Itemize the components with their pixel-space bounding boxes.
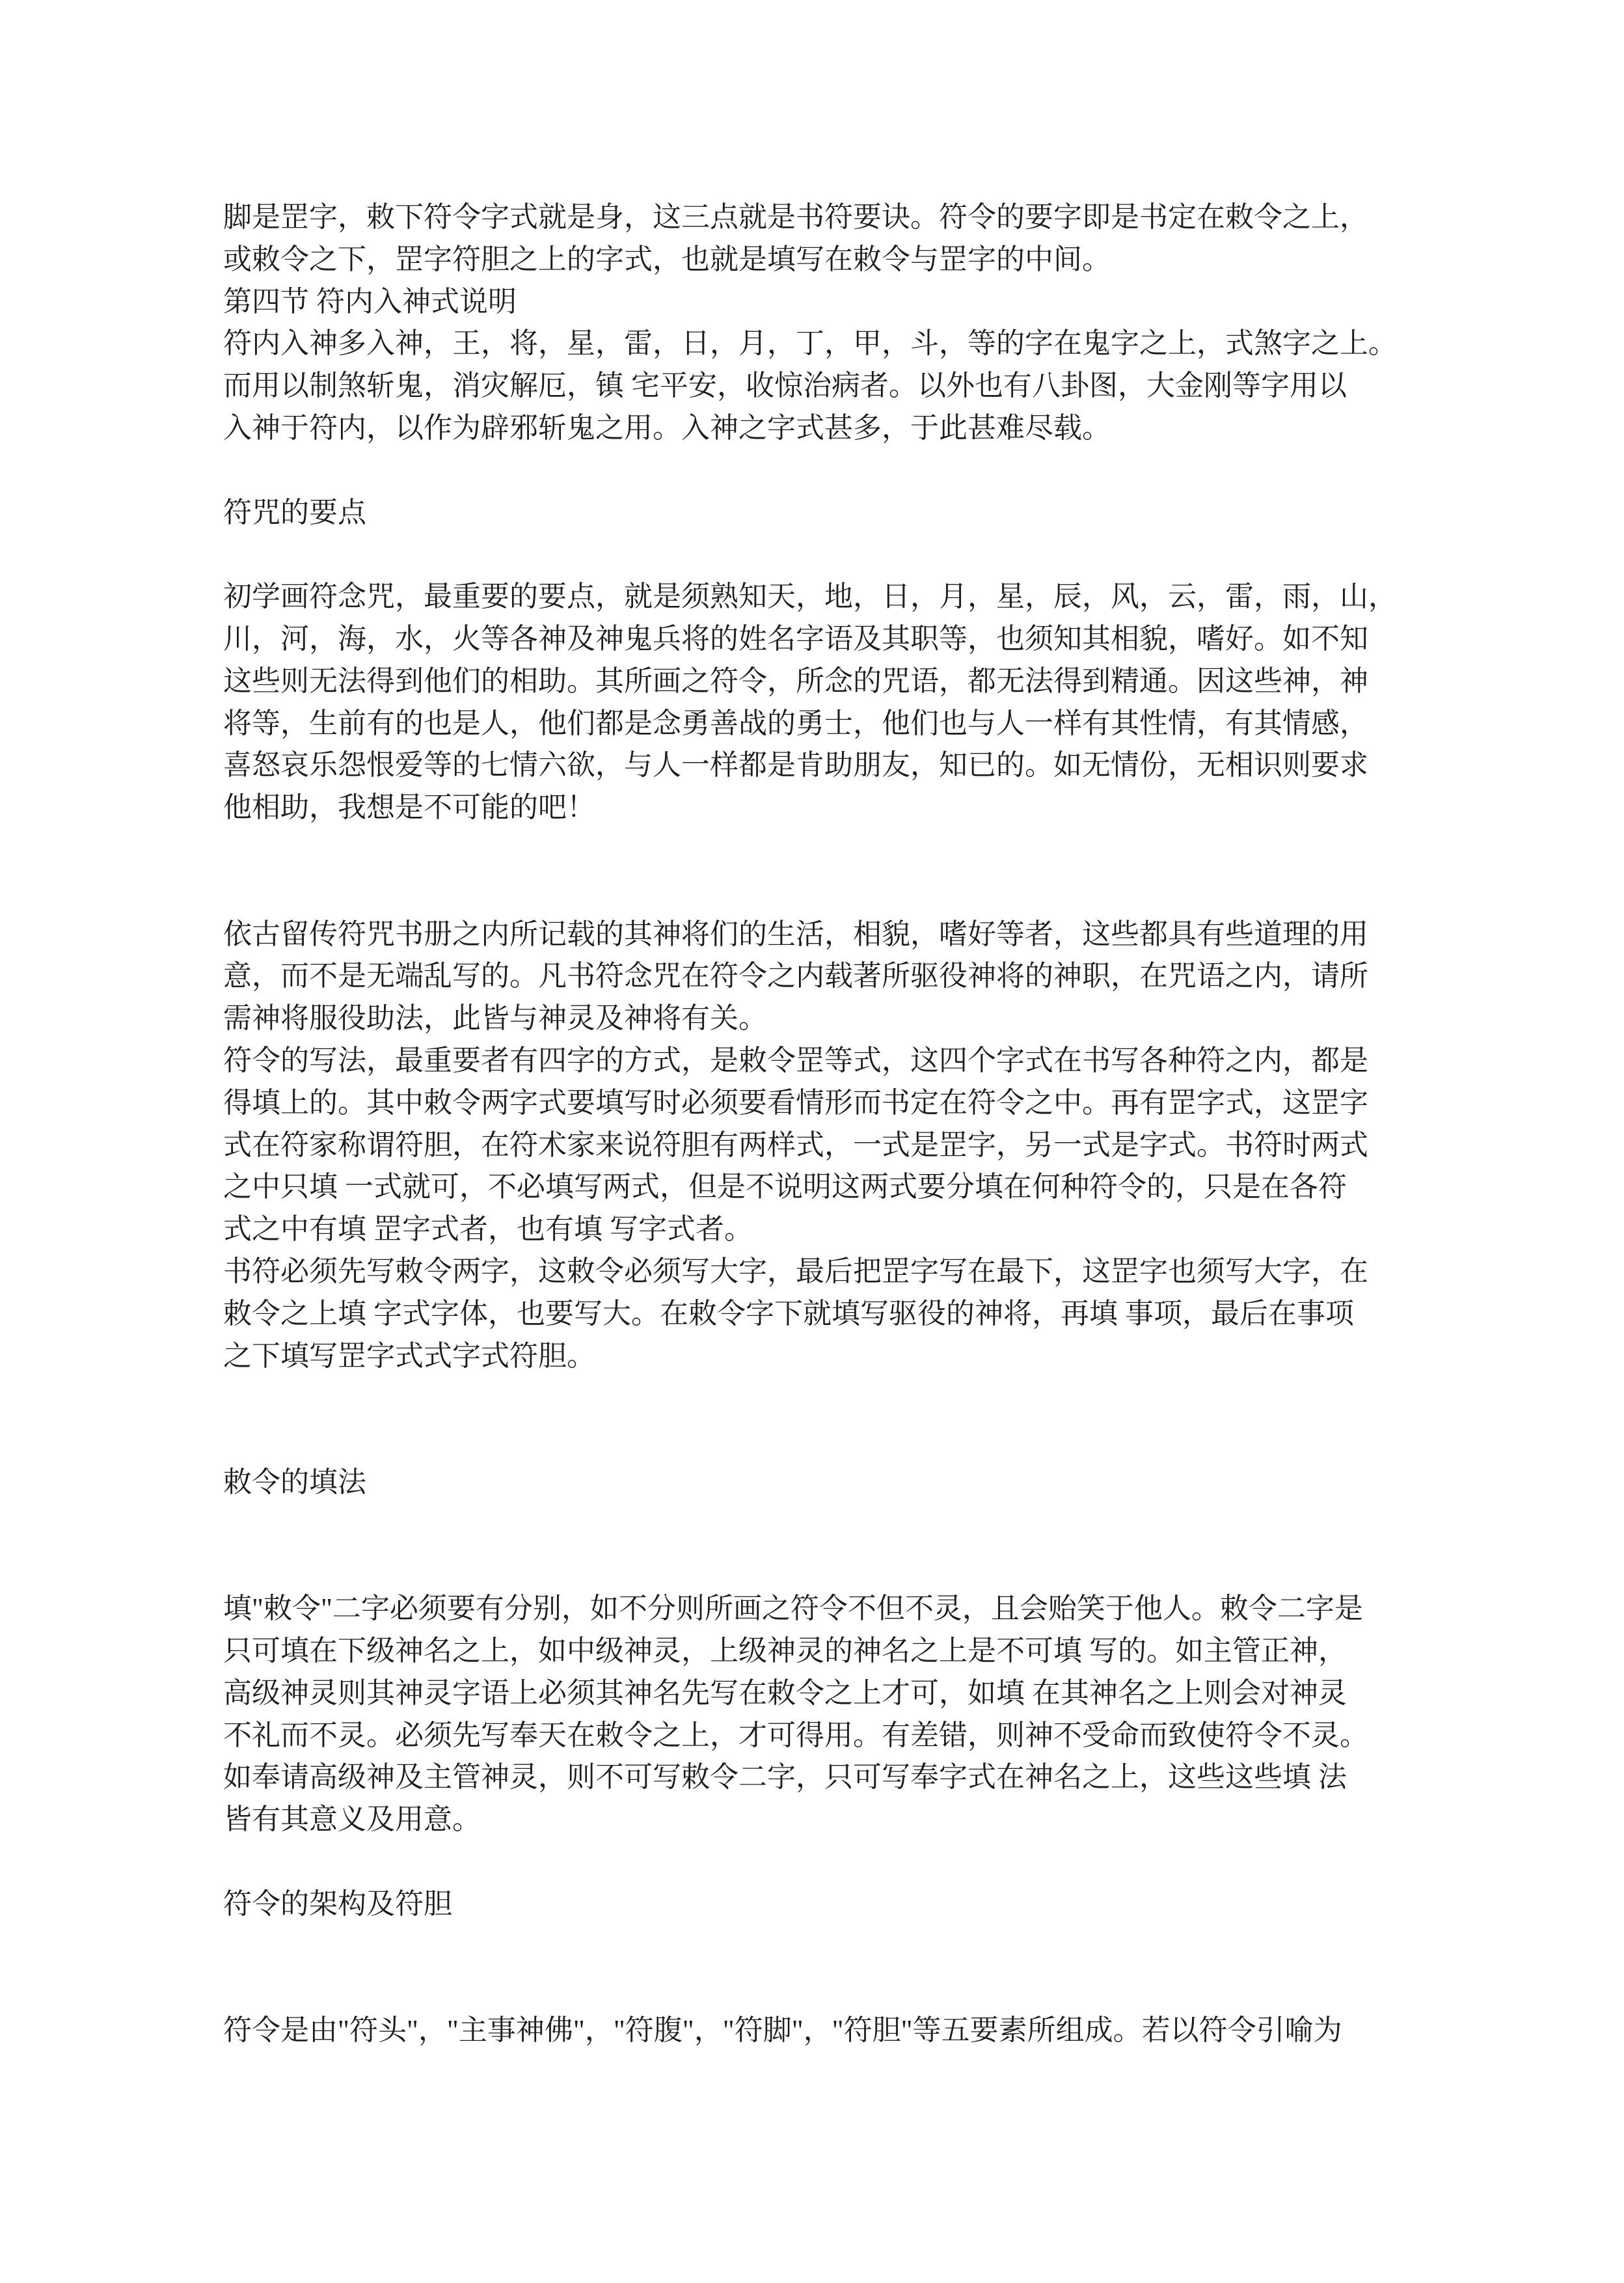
blank-line: [223, 1546, 1433, 1589]
text-line: 符内入神多入神，王，将，星，雷，日，月，丁，甲，斗，等的字在鬼字之上，式煞字之上。: [223, 327, 1397, 360]
text-line: 符咒的要点: [223, 496, 366, 528]
text-line: 符令的写法，最重要者有四字的方式，是敕令罡等式，这四个字式在书写各种符之内，都是: [223, 1044, 1368, 1076]
text-line: 书符必须先写敕令两字，这敕令必须写大字，最后把罡字写在最下，这罡字也须写大字，在: [223, 1255, 1368, 1287]
text-line: 如奉请高级神及主管神灵，则不可写敕令二字，只可写奉字式在神名之上，这些这些填 法: [223, 1761, 1347, 1794]
blank-line: [223, 1504, 1433, 1546]
blank-line: [223, 1841, 1433, 1883]
text-line: 将等，生前有的也是人，他们都是念勇善战的勇士，他们也与人一样有其性情，有其情感，: [223, 707, 1368, 739]
blank-line: [223, 1926, 1433, 1968]
blank-line: [223, 871, 1433, 914]
text-line: 敕令的填法: [223, 1466, 366, 1498]
text-line: 意，而不是无端乱写的。凡书符念咒在符令之内载著所驱役神将的神职，在咒语之内，请所: [223, 960, 1368, 992]
text-line: 他相助，我想是不可能的吧！: [223, 791, 595, 824]
blank-line: [223, 829, 1433, 871]
blank-line: [223, 1967, 1433, 2010]
text-line: 需神将服役助法，此皆与神灵及神将有关。: [223, 1002, 767, 1035]
text-line: 脚是罡字，敕下符令字式就是身，这三点就是书符要诀。符令的要字即是书定在敕令之上，: [223, 201, 1368, 233]
blank-line: [223, 1377, 1433, 1419]
text-line: 而用以制煞斩鬼，消灾解厄，镇 宅平安，收惊治病者。以外也有八卦图，大金刚等字用以: [223, 370, 1347, 402]
text-line: 喜怒哀乐怨恨爱等的七情六欲，与人一样都是肯助朋友，知已的。如无情份，无相识则要求: [223, 749, 1368, 782]
text-line: 或敕令之下，罡字符胆之上的字式，也就是填写在敕令与罡字的中间。: [223, 243, 1111, 275]
text-line: 之中只填 一式就可，不必填写两式，但是不说明这两式要分填在何种符令的，只是在各符: [223, 1171, 1347, 1203]
text-line: 式之中有填 罡字式者，也有填 写字式者。: [223, 1213, 753, 1246]
document-text: [223, 197, 1433, 2052]
text-line: 填"敕令"二字必须要有分别，如不分则所画之符令不但不灵，且会贻笑于他人。敕令二字是: [223, 1593, 1363, 1625]
blank-line: [223, 534, 1433, 576]
text-line: 川，河，海，水，火等各神及神鬼兵将的姓名字语及其职等，也须知其相貌，嗜好。如不知: [223, 622, 1368, 655]
text-line: 敕令之上填 字式字体，也要写大。在敕令字下就填写驱役的神将，再填 事项，最后在事项: [223, 1297, 1354, 1330]
text-line: 之下填写罡字式式字式符胆。: [223, 1339, 595, 1372]
text-line: 依古留传符咒书册之内所记载的其神将们的生活，相貌，嗜好等者，这些都具有些道理的用: [223, 918, 1368, 950]
blank-line: [223, 1419, 1433, 1462]
text-line: 只可填在下级神名之上，如中级神灵，上级神灵的神名之上是不可填 写的。如主管正神，: [223, 1635, 1347, 1667]
text-line: 入神于符内，以作为辟邪斩鬼之用。入神之字式甚多，于此甚难尽载。: [223, 411, 1111, 444]
text-line: 不礼而不灵。必须先写奉天在敕令之上，才可得用。有差错，则神不受命而致使符令不灵。: [223, 1719, 1368, 1751]
text-line: 高级神灵则其神灵字语上必须其神名先写在敕令之上才可，如填 在其神名之上则会对神灵: [223, 1676, 1347, 1709]
text-line: 得填上的。其中敕令两字式要填写时必须要看情形而书定在符令之中。再有罡字式，这罡字: [223, 1086, 1368, 1119]
text-line: 式在符家称谓符胆，在符术家来说符胆有两样式，一式是罡字，另一式是字式。书符时两式: [223, 1128, 1368, 1161]
text-line: 符令的架构及符胆: [223, 1887, 452, 1920]
blank-line: [223, 450, 1433, 492]
text-line: 符令是由"符头"，"主事神佛"，"符腹"，"符脚"，"符胆"等五要素所组成。若以符令引喻为: [223, 2014, 1342, 2047]
text-line: 这些则无法得到他们的相助。其所画之符令，所念的咒语，都无法得到精通。因这些神，神: [223, 664, 1368, 697]
text-line: 初学画符念咒，最重要的要点，就是须熟知天，地，日，月，星，辰，风，云，雷，雨，山，: [223, 581, 1397, 613]
text-line: 第四节 符内入神式说明: [223, 285, 517, 318]
text-line: 皆有其意义及用意。: [223, 1803, 481, 1836]
